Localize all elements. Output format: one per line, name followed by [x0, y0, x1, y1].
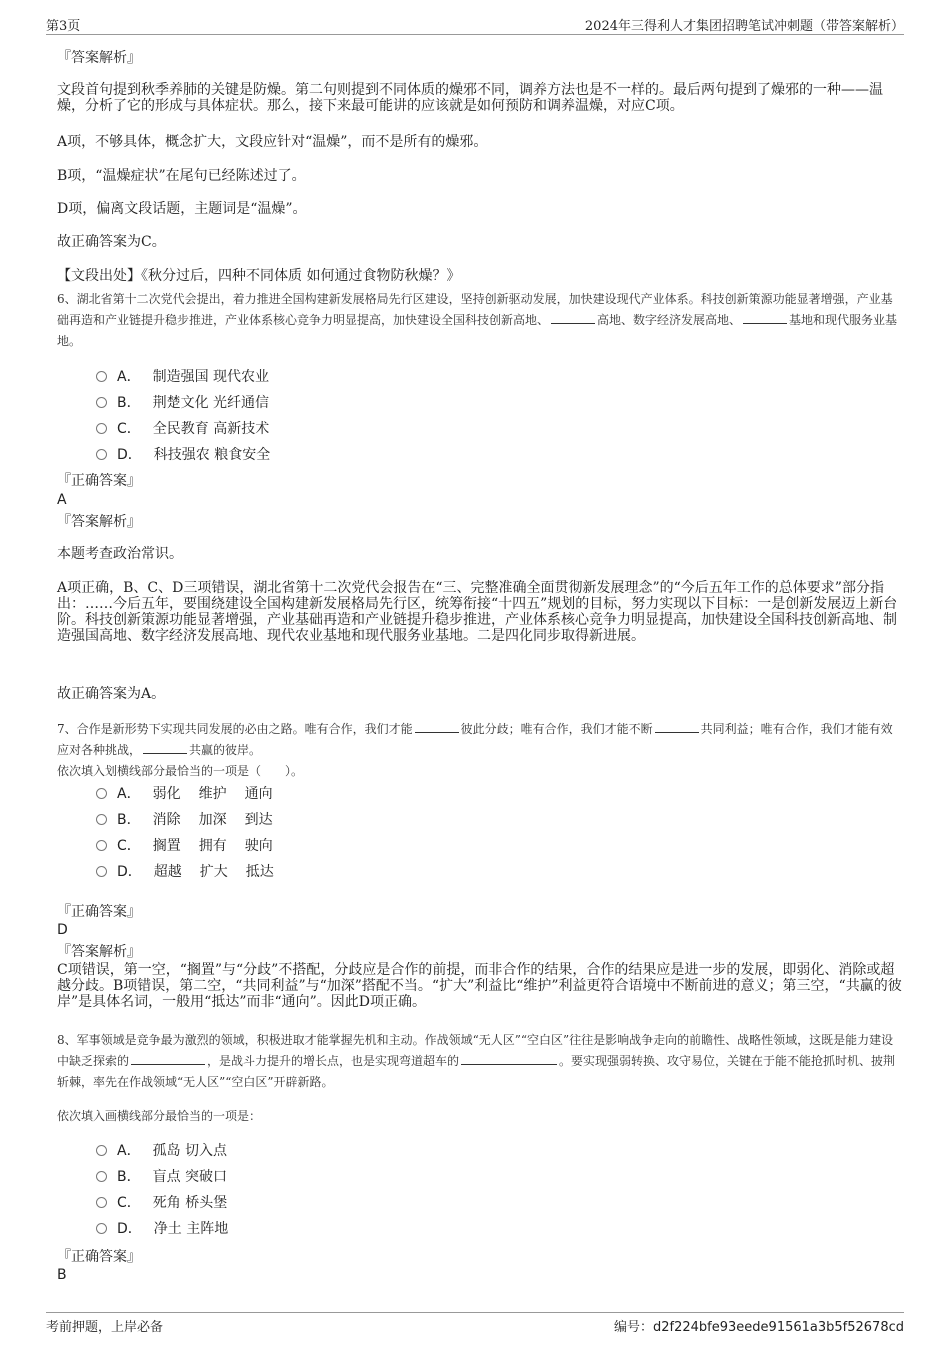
- radio-icon[interactable]: [96, 371, 107, 382]
- radio-icon[interactable]: [96, 788, 107, 799]
- analysis-intro-6: 本题考查政治常识。: [57, 546, 183, 562]
- radio-icon[interactable]: [96, 1145, 107, 1156]
- radio-icon[interactable]: [96, 1197, 107, 1208]
- answer-title-7: 『正确答案』: [57, 904, 141, 920]
- answer-6: A: [57, 492, 67, 508]
- analysis-option-b-5: B项，“温燥症状”在尾句已经陈述过了。: [57, 168, 306, 184]
- radio-icon[interactable]: [96, 1223, 107, 1234]
- answer-7: D: [57, 922, 68, 938]
- question-7-stem: 7、合作是新形势下实现共同发展的必由之路。唯有合作，我们才能 彼此分歧；唯有合作，我们才能不断 共同利益；唯有合作，我们才能有效应对各种挑战， 共赢的彼岸。: [57, 722, 893, 757]
- blank: [461, 1052, 557, 1065]
- conclusion-6: 故正确答案为A。: [57, 686, 166, 702]
- question-6-options: [96, 363, 270, 467]
- radio-icon[interactable]: [96, 814, 107, 825]
- option-b[interactable]: B． 荆楚文化 光纤通信: [96, 389, 270, 415]
- option-d[interactable]: D． 净土 主阵地: [96, 1215, 228, 1241]
- question-8-options: [96, 1137, 228, 1241]
- question-7-prompt: 依次填入划横线部分最恰当的一项是（ ）。: [57, 764, 304, 778]
- analysis-option-d-5: D项，偏离文段话题，主题词是“温燥”。: [57, 201, 307, 217]
- option-d[interactable]: D． 超越 扩大 抵达: [96, 858, 274, 884]
- option-a[interactable]: A． 制造强国 现代农业: [96, 363, 270, 389]
- answer-8: B: [57, 1267, 67, 1283]
- footer-slogan: 考前押题，上岸必备: [46, 1320, 164, 1335]
- conclusion-5: 故正确答案为C。: [57, 234, 166, 250]
- radio-icon[interactable]: [96, 866, 107, 877]
- option-c[interactable]: C． 全民教育 高新技术: [96, 415, 270, 441]
- analysis-title-5: 『答案解析』: [57, 50, 141, 66]
- answer-title-6: 『正确答案』: [57, 473, 141, 489]
- analysis-para-7: C项错误，第一空，“搁置”与“分歧”不搭配，分歧应是合作的前提，而非合作的结果，合作的结果应是进一步的发展，即弱化、消除或超越分歧。B项错误，第二空，“共同利益”与“加深”搭配不当。“扩大”利益比“维护”利益更符合语境中不断前进的意义；第三空，“共赢的彼岸”是具体名词，一般用“抵达”而非“通向”。因此D项正确。: [57, 962, 902, 1010]
- option-b[interactable]: B． 消除 加深 到达: [96, 806, 274, 832]
- answer-title-8: 『正确答案』: [57, 1249, 141, 1265]
- option-d[interactable]: D． 科技强农 粮食安全: [96, 441, 270, 467]
- document-title: 2024年三得利人才集团招聘笔试冲刺题（带答案解析）: [584, 19, 904, 34]
- option-a[interactable]: A． 弱化 维护 通向: [96, 780, 274, 806]
- question-8-stem: 8、军事领域是竞争最为激烈的领域，积极进取才能掌握先机和主动。作战领域“无人区”“空白区”往往是影响战争走向的前瞻性、战略性领域，这既是能力建设中缺乏探索的 ，是战斗力提升的增长点，也是实现弯道超车的 。要实现强弱转换、攻守易位，关键在于能不能抢抓时机、披荆斩棘，率先在作战领域“无人区”“空白区”开辟新路。: [57, 1033, 896, 1089]
- blank: [415, 720, 459, 733]
- option-b[interactable]: B． 盲点 突破口: [96, 1163, 228, 1189]
- blank: [131, 1052, 205, 1065]
- analysis-option-a-5: A项，不够具体，概念扩大，文段应针对“温燥”，而不是所有的燥邪。: [57, 134, 488, 150]
- question-7-options: [96, 780, 274, 884]
- page-header: [46, 12, 904, 35]
- option-c[interactable]: C． 死角 桥头堡: [96, 1189, 228, 1215]
- blank: [143, 741, 187, 754]
- analysis-para-6: A项正确，B、C、D三项错误，湖北省第十二次党代会报告在“三、完整准确全面贯彻新发展理念”的“今后五年工作的总体要求”部分指出：……今后五年，要围绕建设全国构建新发展格局先行区，统筹衔接“十四五”规划的目标，努力实现以下目标：一是创新发展迈上新台阶。科技创新策源功能显著增强，产业基础再造和产业链提升稳步推进，产业体系核心竞争力明显提高，加快建设全国科技创新高地、制造强国高地、数字经济发展高地、现代农业基地和现代服务业基地。二是四化同步取得新进展。: [57, 580, 898, 644]
- radio-icon[interactable]: [96, 1171, 107, 1182]
- source-5: 【文段出处】《秋分过后，四种不同体质 如何通过食物防秋燥？》: [57, 268, 461, 284]
- page-number: 第3页: [46, 19, 81, 34]
- page-footer: [46, 1312, 904, 1337]
- blank: [743, 311, 787, 324]
- analysis-title-6: 『答案解析』: [57, 514, 141, 530]
- radio-icon[interactable]: [96, 840, 107, 851]
- document-id: 编号：d2f224bfe93eede91561a3b5f52678cd: [614, 1320, 904, 1335]
- analysis-title-7: 『答案解析』: [57, 944, 141, 960]
- blank: [551, 311, 595, 324]
- question-6-stem: 6、湖北省第十二次党代会提出，着力推进全国构建新发展格局先行区建设，坚持创新驱动发展，加快建设现代产业体系。科技创新策源功能显著增强，产业基础再造和产业链提升稳步推进，产业体系核心竞争力明显提高，加快建设全国科技创新高地、 高地、数字经济发展高地、 基地和现代服务业基地。: [57, 292, 898, 348]
- radio-icon[interactable]: [96, 449, 107, 460]
- option-a[interactable]: A． 孤岛 切入点: [96, 1137, 228, 1163]
- blank: [655, 720, 699, 733]
- analysis-para-5: 文段首句提到秋季养肺的关键是防燥。第二句则提到不同体质的燥邪不同，调养方法也是不一样的。最后两句提到了燥邪的一种——温燥，分析了它的形成与具体症状。那么，接下来最可能讲的应该就是如何预防和调养温燥，对应C项。: [57, 82, 883, 114]
- option-c[interactable]: C． 搁置 拥有 驶向: [96, 832, 274, 858]
- radio-icon[interactable]: [96, 423, 107, 434]
- question-8-prompt: 依次填入画横线部分最恰当的一项是：: [57, 1109, 262, 1123]
- radio-icon[interactable]: [96, 397, 107, 408]
